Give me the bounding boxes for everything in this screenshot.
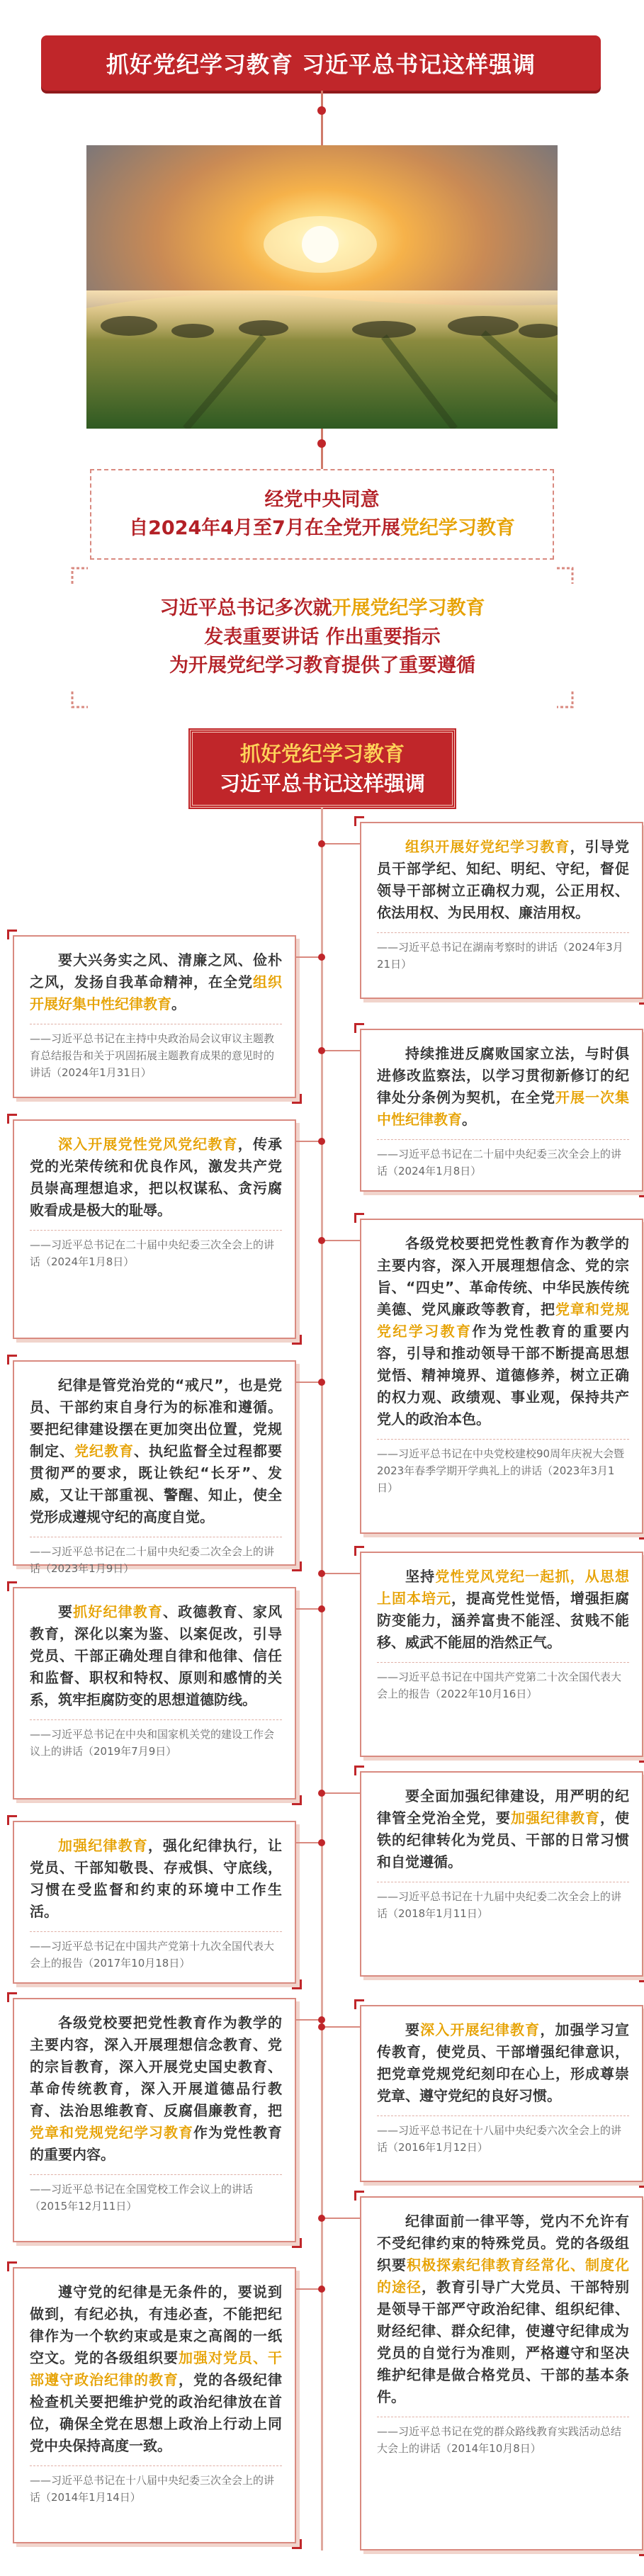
card-connector-dot: [318, 1047, 325, 1054]
card-connector-dot: [318, 1379, 325, 1386]
quote-source: ——习近平总书记在党的群众路线教育实践活动总结大会上的讲话（2014年10月8日）: [377, 2417, 629, 2457]
quote-source: ——习近平总书记在中央和国家机关党的建设工作会议上的讲话（2019年7月9日）: [30, 1719, 282, 1760]
quote-text-post: ，引导党员干部学纪、知纪、明纪、守纪，督促领导干部树立正确权力观，公正用权、依法用权、为民用权、廉洁用权。: [377, 838, 630, 921]
card-corner-decoration: [639, 1972, 644, 1982]
quote-text-highlight: 党纪教育: [74, 1442, 134, 1459]
card-corner-decoration: [354, 1766, 364, 1775]
card-connector-dot: [318, 1237, 325, 1244]
page-title-banner: [41, 35, 601, 91]
intro-line-2: [129, 514, 515, 543]
card-connector-dot: [318, 1138, 325, 1145]
quote-text-pre: 持续推进反腐败国家立法，与时俱进修改监察法，以学习贯彻新修订的纪律处分条例为契机，在全党: [377, 1045, 629, 1106]
quote-source: ——习近平总书记在主持中央政治局会议审议主题教育总结报告和关于巩固拓展主题教育成果的意见时的讲话（2024年1月31日）: [30, 1024, 282, 1081]
corner-bracket-icon: [71, 567, 89, 585]
quote-text-post: ，加强学习宣传教育，使党员、干部增强纪律意识，把党章党规党纪刻印在心上，形成尊崇党章、遵守党纪的良好习惯。: [377, 2021, 630, 2104]
quote-text-highlight: 组织开展好集中性纪律教育: [30, 973, 282, 1012]
intro2-line-3: 为开展党纪学习教育提供了重要遵循: [169, 655, 475, 677]
intro-line-2-highlight: 党纪学习教育: [400, 517, 515, 539]
quote-text-pre: 各级党校要把党性教育作为教学的主要内容，深入开展理想信念、党的宗旨、“四史”、革命传统、中华民族传统美德、党风廉政等教育，把: [377, 1235, 629, 1318]
quote-text-post: ，党的各级纪律检查机关要把维护党的政治纪律放在首位，确保全党在思想上政治上行动上同党中央保持高度一致。: [30, 2371, 282, 2454]
connector-line: [321, 429, 323, 469]
intro-box-1: [90, 469, 554, 560]
quote-text-pre: 要: [58, 1603, 74, 1620]
card-corner-decoration: [292, 1335, 302, 1345]
card-corner-decoration: [292, 2539, 302, 2549]
intro2-line-1: [160, 594, 485, 623]
quote-text-post: ，提高党性觉悟，增强拒腐防变能力，涵养富贵不能淫、贫贱不能移、威武不能屈的浩然正气。: [377, 1590, 629, 1651]
connector-dot: [317, 106, 326, 115]
card-corner-decoration: [7, 2261, 17, 2271]
quote-source: ——习近平总书记在十八届中央纪委六次全会上的讲话（2016年1月12日）: [377, 2115, 629, 2156]
card-connector-line: [322, 843, 360, 844]
quote-text-highlight: 深入开展党性党风党纪教育: [58, 1136, 238, 1153]
page-title: 抓好党纪学习教育 习近平总书记这样强调: [106, 51, 536, 78]
card-connector-dot: [318, 1570, 325, 1577]
card-corner-decoration: [7, 930, 17, 939]
quote-text-highlight: 组织开展好党纪学习教育: [405, 838, 570, 855]
corner-bracket-icon: [71, 690, 89, 708]
quote-source: ——习近平总书记在二十届中央纪委三次全会上的讲话（2024年1月8日）: [30, 1230, 282, 1270]
quote-text-highlight: 加强纪律教育: [58, 1837, 148, 1854]
quote-text-pre: 遵守党的纪律是无条件的，要说到做到，有纪必执，有违必查，不能把纪律作为一个软约束或是束之高阁的一纸空文。党的各级组织要: [30, 2283, 282, 2366]
quote-card: [13, 935, 296, 1098]
card-corner-decoration: [354, 1023, 364, 1033]
quote-text-post: ，教育引导广大党员、干部特别是领导干部严守政治纪律、组织纪律、财经纪律、群众纪律，使遵守纪律成为党员的自觉行为准则，严格遵守和坚决维护纪律是做合格党员、干部的基本条件。: [377, 2278, 629, 2405]
quote-card: [360, 1029, 643, 1192]
quote-source: ——习近平总书记在二十届中央纪委三次全会上的讲话（2024年1月8日）: [377, 1139, 629, 1180]
card-connector-dot: [318, 1839, 325, 1846]
quote-source: ——习近平总书记在十八届中央纪委三次全会上的讲话（2014年1月14日）: [30, 2465, 282, 2506]
card-corner-decoration: [292, 1094, 302, 1104]
quote-source: ——习近平总书记在湖南考察时的讲话（2024年3月21日）: [377, 932, 629, 973]
quote-text-post: 。: [171, 995, 186, 1012]
card-corner-decoration: [639, 2546, 644, 2556]
card-connector-dot: [318, 840, 325, 847]
intro2-line-1-text: 习近平总书记多次就: [159, 597, 332, 620]
card-corner-decoration: [292, 1795, 302, 1805]
quote-text-pre: 要全面加强纪律建设，用严明的纪律管全党治全党，要: [377, 1787, 629, 1826]
card-connector-line: [322, 1240, 360, 1241]
sunrise-landscape-image: [86, 145, 558, 429]
section-title-banner: [190, 730, 455, 808]
intro2-line-2: 发表重要讲话 作出重要指示: [204, 626, 441, 648]
card-corner-decoration: [639, 1530, 644, 1540]
quote-text-post: 、政德教育、家风教育，深化以案为鉴、以案促改，引导党员、干部正确处理自律和他律、信任和监督、职权和特权、原则和感情的关系，筑牢拒腐防变的思想道德防线。: [30, 1603, 283, 1708]
card-connector-line: [322, 2026, 360, 2028]
quote-text-highlight: 深入开展纪律教育: [420, 2021, 541, 2038]
quote-text-pre: 纪律面前一律平等，党内不允许有不受纪律约束的特殊党员。党的各级组织要: [377, 2213, 629, 2273]
quote-text-pre: 要: [405, 2021, 421, 2038]
quote-card: [360, 2196, 643, 2550]
card-connector-line: [322, 1792, 360, 1794]
quote-text-pre: 纪律是管党治党的“戒尺”，也是党员、干部约束自身行为的标准和遵循。要把纪律建设摆在更加突出位置，党规制定、: [30, 1377, 282, 1459]
quote-card: [13, 1587, 296, 1800]
connector-dot: [317, 439, 326, 448]
quote-source: ——习近平总书记在中央党校建校90周年庆祝大会暨2023年春季学期开学典礼上的讲话（2023年3月1日）: [377, 1439, 629, 1496]
quote-text-highlight: 加强对党员、干部遵守政治纪律的教育: [30, 2349, 282, 2388]
card-connector-line: [322, 2218, 360, 2219]
quote-text: [377, 1566, 629, 1654]
card-connector-dot: [318, 2016, 325, 2023]
quote-card: [13, 1119, 296, 1339]
quote-text-post: 。: [462, 1111, 476, 1128]
quote-text: [30, 2012, 282, 2166]
quote-text: [377, 1233, 629, 1430]
connector-line: [321, 91, 323, 145]
quote-source: ——习近平总书记在二十届中央纪委二次全会上的讲话（2023年1月9日）: [30, 1537, 282, 1577]
card-corner-decoration: [7, 1581, 17, 1591]
quote-text-pre: 要大兴务实之风、清廉之风、俭朴之风，发扬自我革命精神，在全党: [30, 951, 282, 990]
quote-text-highlight: 抓好纪律教育: [73, 1603, 164, 1620]
quote-text-highlight: 党性党风党纪一起抓，从思想上固本培元: [377, 1568, 630, 1607]
card-corner-decoration: [354, 1999, 364, 2009]
card-connector-dot: [318, 2286, 325, 2293]
card-corner-decoration: [7, 1815, 17, 1825]
card-corner-decoration: [7, 1114, 17, 1124]
quote-text-highlight: 积极探索纪律教育经常化、制度化的途径: [377, 2256, 629, 2295]
corner-bracket-icon: [555, 690, 574, 708]
quote-text: [377, 2210, 629, 2408]
quote-source: ——习近平总书记在中国共产党第十九次全国代表大会上的报告（2017年10月18日）: [30, 1931, 282, 1972]
quote-text-post: 作为党性教育的重要内容，引导和推动领导干部不断提高思想觉悟、精神境界、道德修养，树立正确的权力观、政绩观、事业观，保持共产党人的政治本色。: [377, 1323, 630, 1428]
card-connector-dot: [318, 1790, 325, 1797]
card-corner-decoration: [639, 1753, 644, 1763]
card-corner-decoration: [7, 1992, 17, 2002]
quote-text-pre: 坚持: [405, 1568, 436, 1585]
card-corner-decoration: [639, 1187, 644, 1197]
card-connector-line: [322, 1573, 360, 1574]
quote-source: ——习近平总书记在全国党校工作会议上的讲话（2015年12月11日）: [30, 2174, 282, 2215]
intro-line-2-text: 自2024年4月至7月在全党开展: [129, 517, 400, 539]
quote-card: [360, 822, 643, 999]
card-corner-decoration: [354, 1546, 364, 1556]
quote-text: [30, 1134, 282, 1221]
quote-text: [30, 1601, 282, 1711]
quote-source: ——习近平总书记在中国共产党第二十次全国代表大会上的报告（2022年10月16日）: [377, 1662, 629, 1702]
section-title-line-2: 习近平总书记这样强调: [219, 772, 425, 796]
intro-line-1: 经党中央同意: [264, 488, 380, 511]
quote-text: [377, 836, 629, 924]
intro2-line-1-highlight: 开展党纪学习教育: [332, 597, 485, 620]
quote-source: ——习近平总书记在十九届中央纪委二次全会上的讲话（2018年1月11日）: [377, 1882, 629, 1922]
corner-bracket-icon: [555, 567, 574, 585]
quote-text: [377, 1043, 629, 1131]
quote-text-post: 作为党性教育的重要内容。: [30, 2124, 282, 2163]
card-corner-decoration: [354, 816, 364, 826]
card-corner-decoration: [639, 2178, 644, 2188]
intro-box-2: [71, 567, 574, 708]
quote-text-post: ，强化纪律执行，让党员、干部知敬畏、存戒惧、守底线，习惯在受监督和约束的环境中工作生活。: [30, 1837, 283, 1920]
quote-card: [13, 1821, 296, 1984]
quote-text-highlight: 加强纪律教育: [511, 1809, 600, 1826]
quote-text-highlight: 党章和党规党纪学习教育: [377, 1301, 629, 1340]
card-corner-decoration: [354, 1213, 364, 1223]
sunrise-landscape-photo: [86, 145, 558, 429]
card-corner-decoration: [292, 1979, 302, 1989]
quote-text: [377, 2019, 629, 2107]
quote-text-post: ，传承党的光荣传统和优良作风，激发共产党员崇高理想追求，把以权谋私、贪污腐败看成是极大的耻辱。: [30, 1136, 283, 1219]
quote-text-post: 、执纪监督全过程都要贯彻严的要求，既让铁纪“长牙”、发威，又让干部重视、警醒、知止，使全党形成遵规守纪的高度自觉。: [30, 1442, 282, 1525]
quote-card: [13, 2267, 296, 2543]
quote-text-highlight: 党章和党规党纪学习教育: [30, 2124, 193, 2141]
quote-card: [360, 1219, 643, 1534]
quote-text: [30, 949, 282, 1015]
card-connector-dot: [318, 1605, 325, 1612]
quote-text: [30, 1835, 282, 1923]
quote-text: [30, 2281, 282, 2457]
card-corner-decoration: [7, 1355, 17, 1365]
quote-card: [360, 2005, 643, 2182]
quote-card: [13, 1360, 296, 1575]
card-connector-line: [322, 1050, 360, 1051]
quote-card: [360, 1552, 643, 1757]
quote-text-pre: 各级党校要把党性教育作为教学的主要内容，深入开展理想信念教育、党的宗旨教育，深入开展党史国史教育、革命传统教育，深入开展道德品行教育、法治思维教育、反腐倡廉教育，把: [30, 2014, 282, 2119]
quote-text: [377, 1785, 629, 1873]
card-connector-dot: [318, 2215, 325, 2222]
card-corner-decoration: [639, 995, 644, 1005]
section-title-line-1: 抓好党纪学习教育: [239, 741, 405, 766]
card-corner-decoration: [354, 2191, 364, 2201]
quote-text-highlight: 开展一次集中性纪律教育: [377, 1089, 629, 1128]
card-corner-decoration: [292, 1561, 302, 1571]
card-connector-dot: [318, 2023, 325, 2030]
quote-text-post: ，使铁的纪律转化为党员、干部的日常习惯和自觉遵循。: [377, 1809, 629, 1870]
card-connector-dot: [318, 954, 325, 961]
quote-text: [30, 1374, 282, 1528]
quote-card: [13, 1998, 296, 2242]
quote-card: [360, 1771, 643, 1977]
card-corner-decoration: [292, 2238, 302, 2248]
